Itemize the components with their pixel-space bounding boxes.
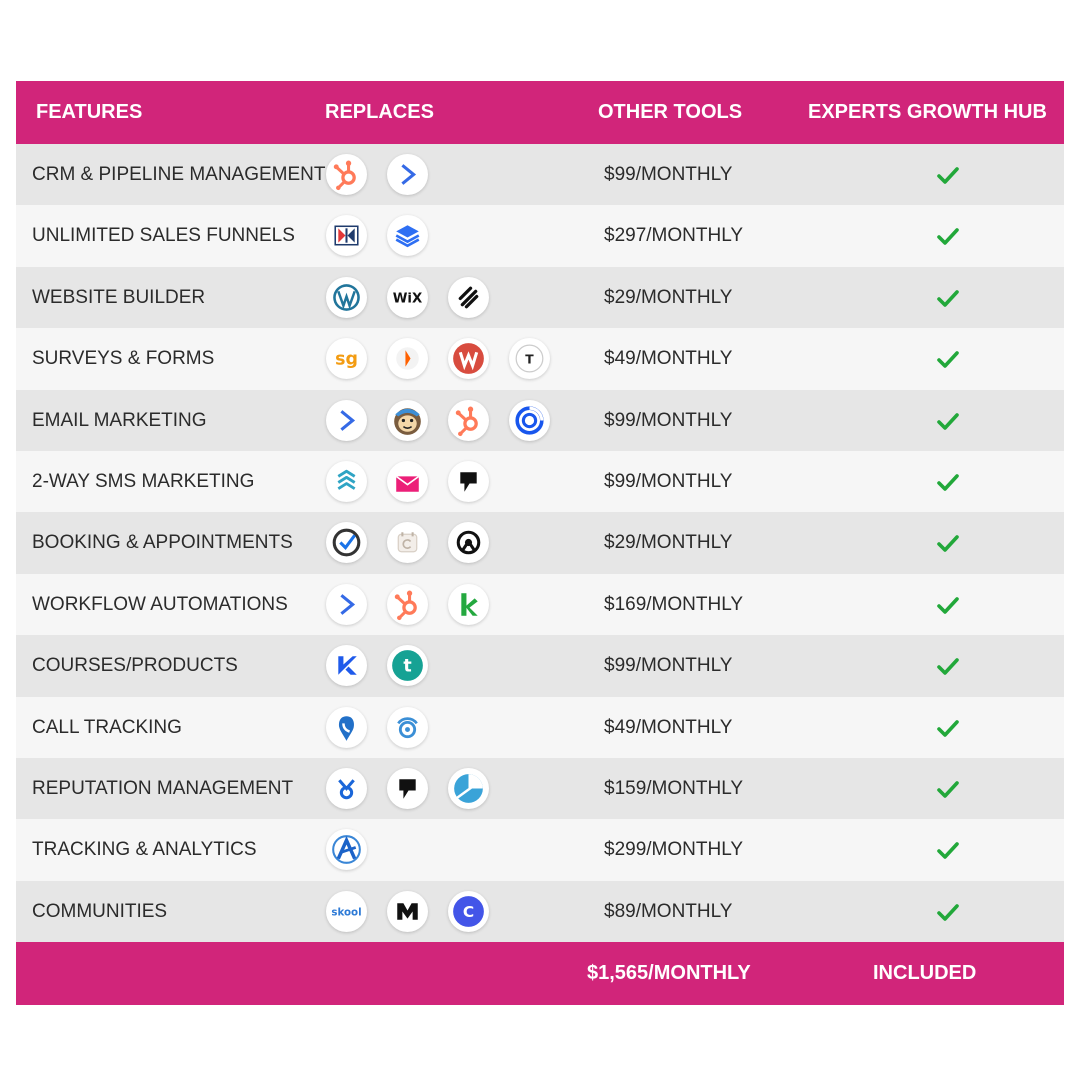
feature-label: TRACKING & ANALYTICS	[32, 839, 257, 861]
wufoo-icon	[448, 338, 489, 379]
leadpages-icon	[387, 215, 428, 256]
table-row	[16, 390, 1064, 451]
surveygizmo-icon	[326, 338, 367, 379]
wix-label: WiX	[392, 291, 423, 307]
checkmark-icon	[936, 593, 960, 617]
feature-label: SURVEYS & FORMS	[32, 348, 215, 370]
other-tools-price: $169/MONTHLY	[604, 593, 744, 615]
feature-label: WORKFLOW AUTOMATIONS	[32, 593, 288, 615]
other-tools-price: $99/MONTHLY	[604, 409, 733, 431]
teachable-label: t	[403, 656, 412, 677]
activecampaign-icon	[326, 584, 367, 625]
feature-label: UNLIMITED SALES FUNNELS	[32, 225, 295, 247]
constantcontact-icon	[509, 400, 550, 441]
table-header	[16, 81, 1064, 144]
table-row	[16, 758, 1064, 819]
checkmark-icon	[936, 470, 960, 494]
feature-label: EMAIL MARKETING	[32, 409, 207, 431]
checkmark-icon	[936, 286, 960, 310]
hubspot-icon	[326, 154, 367, 195]
surveygizmo-label: sg	[335, 349, 358, 370]
checkmark-icon	[936, 531, 960, 555]
other-tools-price: $29/MONTHLY	[604, 286, 733, 308]
hubspot-icon	[387, 584, 428, 625]
checkmark-icon	[936, 224, 960, 248]
typeform-label: T	[525, 352, 534, 367]
table-row	[16, 819, 1064, 880]
activecampaign-icon	[326, 400, 367, 441]
skool-label: skool	[331, 906, 362, 919]
kajabi-icon	[326, 645, 367, 686]
checkmark-icon	[936, 716, 960, 740]
clickfunnels-icon	[326, 215, 367, 256]
other-tools-header: OTHER TOOLS	[598, 101, 743, 123]
other-tools-price: $99/MONTHLY	[604, 655, 733, 677]
feature-label: COMMUNITIES	[32, 900, 168, 922]
calltrackingmetrics-icon	[387, 707, 428, 748]
other-tools-price: $159/MONTHLY	[604, 777, 744, 799]
activecampaign-icon	[387, 154, 428, 195]
simpletexting-icon	[326, 461, 367, 502]
replaces-header: REPLACES	[325, 101, 434, 123]
setmore-icon	[448, 522, 489, 563]
other-tools-price: $49/MONTHLY	[604, 716, 733, 738]
checkmark-icon	[936, 163, 960, 187]
feature-label: BOOKING & APPOINTMENTS	[32, 532, 293, 554]
feature-label: REPUTATION MANAGEMENT	[32, 777, 294, 799]
table-row	[16, 328, 1064, 389]
checkmark-icon	[936, 409, 960, 433]
table-row	[16, 205, 1064, 266]
table-row	[16, 881, 1064, 942]
reputation-icon	[448, 768, 489, 809]
calendly-icon	[387, 522, 428, 563]
checkmark-icon	[936, 654, 960, 678]
checkmark-icon	[936, 347, 960, 371]
typeform-icon	[509, 338, 550, 379]
acuity-icon	[326, 522, 367, 563]
circle-icon	[448, 891, 489, 932]
feature-label: WEBSITE BUILDER	[32, 286, 206, 308]
feature-label: 2-WAY SMS MARKETING	[32, 470, 255, 492]
other-tools-price: $99/MONTHLY	[604, 164, 733, 185]
podium-icon	[448, 461, 489, 502]
podium-icon	[387, 768, 428, 809]
table-row	[16, 451, 1064, 512]
circle-label: C	[462, 902, 475, 921]
features-header: FEATURES	[36, 101, 143, 123]
birdeye-icon	[326, 768, 367, 809]
other-tools-price: $299/MONTHLY	[604, 839, 744, 861]
hubspot-icon	[448, 400, 489, 441]
textmagic-icon	[387, 461, 428, 502]
teachable-icon	[387, 645, 428, 686]
mailchimp-icon	[387, 400, 428, 441]
checkmark-icon	[936, 838, 960, 862]
table-row	[16, 512, 1064, 573]
table-row	[16, 144, 1064, 205]
table-row	[16, 574, 1064, 635]
keap-icon	[448, 584, 489, 625]
checkmark-icon	[936, 900, 960, 924]
callrail-icon	[326, 707, 367, 748]
table-row	[16, 267, 1064, 328]
feature-label: CALL TRACKING	[32, 716, 182, 738]
table-body	[16, 144, 1064, 942]
wix-icon	[387, 277, 428, 318]
analytics-icon	[326, 829, 367, 870]
other-tools-price: $89/MONTHLY	[604, 900, 733, 922]
squarespace-icon	[448, 277, 489, 318]
total-price: $1,565/MONTHLY	[587, 962, 751, 985]
mighty-networks-icon	[387, 891, 428, 932]
other-tools-price: $29/MONTHLY	[604, 532, 733, 554]
table-row	[16, 697, 1064, 758]
comparison-table	[16, 81, 1064, 1005]
table-footer	[16, 942, 1064, 1005]
checkmark-icon	[936, 777, 960, 801]
skool-icon	[326, 891, 367, 932]
experts-growth-hub-header: EXPERTS GROWTH HUB	[808, 101, 1047, 123]
other-tools-price: $297/MONTHLY	[604, 225, 744, 247]
other-tools-price: $99/MONTHLY	[604, 470, 733, 492]
table-row	[16, 635, 1064, 696]
jotform-icon	[387, 338, 428, 379]
feature-label: COURSES/PRODUCTS	[32, 655, 238, 677]
feature-label: CRM & PIPELINE MANAGEMENT	[32, 164, 326, 185]
included-label: INCLUDED	[873, 962, 977, 985]
other-tools-price: $49/MONTHLY	[604, 348, 733, 370]
wordpress-icon	[326, 277, 367, 318]
